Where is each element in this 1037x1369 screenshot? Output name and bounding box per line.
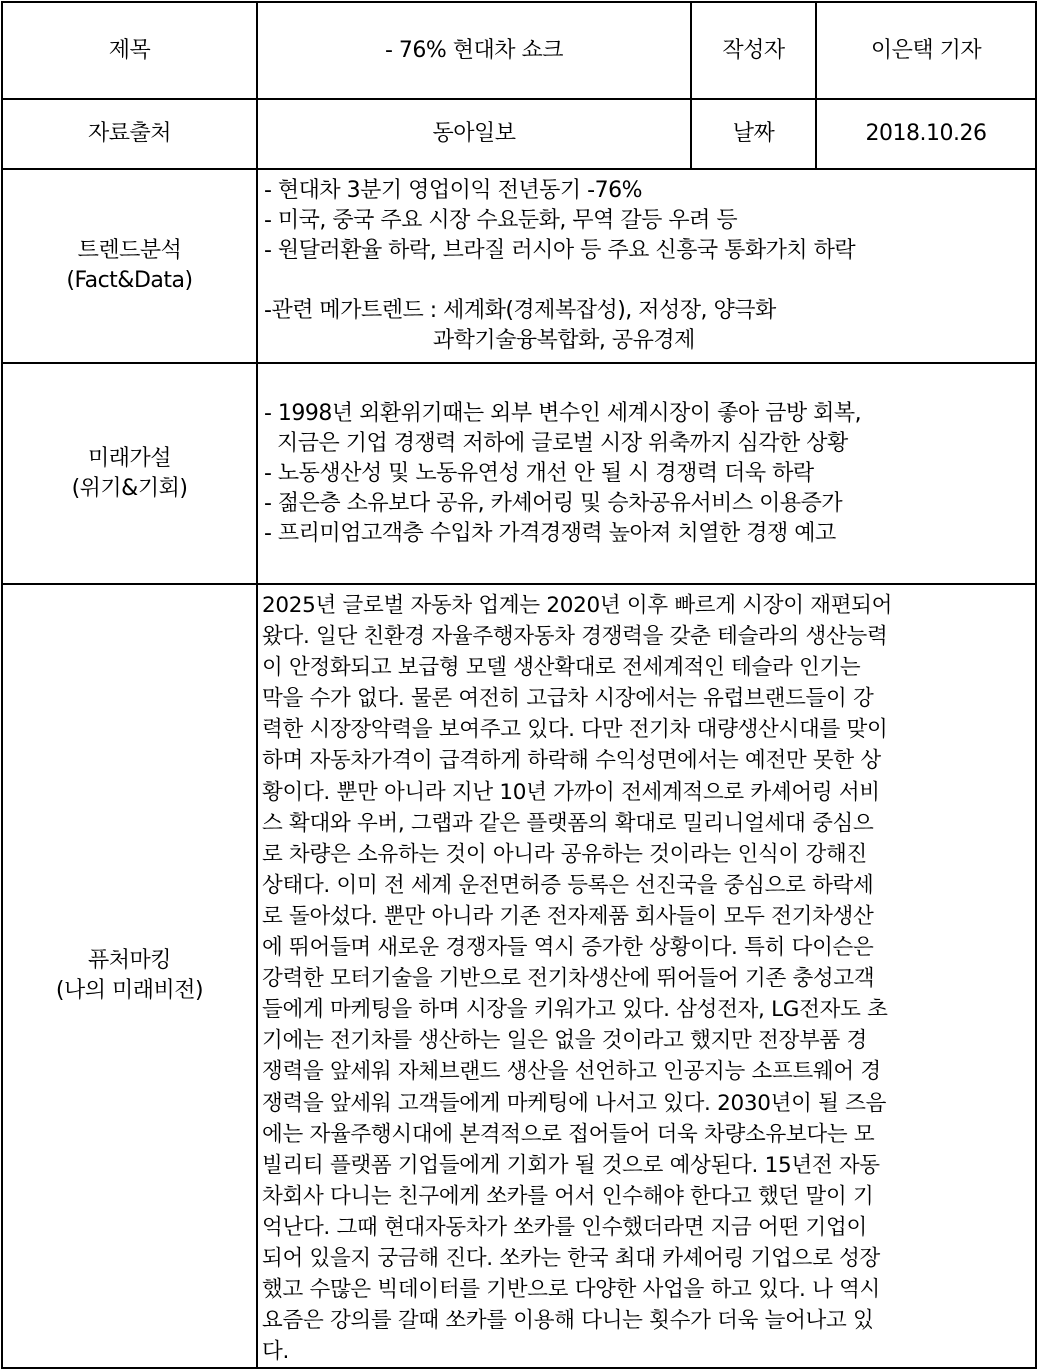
marking-line: 다. xyxy=(262,1339,290,1365)
author-value: 이은택 기자 xyxy=(816,2,1036,99)
future-label-title: 미래가설 xyxy=(87,445,171,471)
trend-row xyxy=(2,169,1036,363)
title-value: - 76% 현대차 쇼크 xyxy=(257,2,691,99)
future-line: - 젊은층 소유보다 공유, 카셰어링 및 승차공유서비스 이용증가 xyxy=(264,490,843,516)
future-label-subtitle: (위기&기회) xyxy=(71,475,188,501)
trend-line: 과학기술융복합화, 공유경제 xyxy=(264,328,695,353)
marking-line: 력한 시장장악력을 보여주고 있다. 다만 전기차 대량생산시대를 맞이 xyxy=(262,717,888,743)
title-label: 제목 xyxy=(2,2,257,99)
marking-line: 들에게 마케팅을 하며 시장을 키워가고 있다. 삼성전자, LG전자도 초 xyxy=(262,997,888,1023)
future-content xyxy=(257,363,1036,584)
trend-line xyxy=(264,266,1035,296)
marking-line: 요즘은 강의를 갈때 쏘카를 이용해 다니는 횟수가 더욱 늘어나고 있 xyxy=(262,1308,874,1334)
source-row xyxy=(2,99,1036,169)
marking-line: 쟁력을 앞세워 고객들에게 마케팅에 나서고 있다. 2030년이 될 즈음 xyxy=(262,1090,887,1116)
marking-line: 하며 자동차가격이 급격하게 하락해 수익성면에서는 예전만 못한 상 xyxy=(262,748,881,774)
date-label: 날짜 xyxy=(691,99,816,169)
future-line: - 노동생산성 및 노동유연성 개선 안 될 시 경쟁력 더욱 하락 xyxy=(264,460,814,486)
future-line: - 프리미엄고객층 수입차 가격경쟁력 높아져 치열한 경쟁 예고 xyxy=(264,520,836,546)
marking-line: 로 돌아섰다. 뿐만 아니라 기존 전자제품 회사들이 모두 전기차생산 xyxy=(262,903,874,929)
marking-label-subtitle: (나의 미래비전) xyxy=(55,978,204,1004)
source-value: 동아일보 xyxy=(257,99,691,169)
title-row xyxy=(2,2,1036,99)
marking-line: 스 확대와 우버, 그랩과 같은 플랫폼의 확대로 밀리니얼세대 중심으 xyxy=(262,810,874,836)
date-value: 2018.10.26 xyxy=(816,99,1036,169)
marking-line: 로 차량은 소유하는 것이 아니라 공유하는 것이라는 인식이 강해진 xyxy=(262,841,867,867)
marking-line: 에는 자율주행시대에 본격적으로 접어들어 더욱 차량소유보다는 모 xyxy=(262,1121,875,1147)
marking-line: 쟁력을 앞세워 자체브랜드 생산을 선언하고 인공지능 소프트웨어 경 xyxy=(262,1059,881,1085)
marking-line: 기에는 전기차를 생산하는 일은 없을 것이라고 했지만 전장부품 경 xyxy=(262,1028,867,1054)
future-line: - 1998년 외환위기때는 외부 변수인 세계시장이 좋아 금방 회복, xyxy=(264,400,862,426)
marking-line: 차회사 다니는 친구에게 쏘카를 어서 인수해야 한다고 했던 말이 기 xyxy=(262,1183,874,1209)
trend-line: - 현대차 3분기 영업이익 전년동기 -76% xyxy=(264,178,643,203)
marking-paragraph xyxy=(262,590,1035,1367)
source-label: 자료출처 xyxy=(2,99,257,169)
trend-line: -관련 메가트렌드 : 세계화(경제복잡성), 저성장, 양극화 xyxy=(264,298,776,323)
marking-row xyxy=(2,584,1036,1368)
marking-content xyxy=(257,584,1036,1368)
trend-line: - 원달러환율 하락, 브라질 러시아 등 주요 신흥국 통화가치 하락 xyxy=(264,238,856,263)
trend-label-subtitle: (Fact&Data) xyxy=(66,268,193,293)
future-line: 지금은 기업 경쟁력 저하에 글로벌 시장 위축까지 심각한 상황 xyxy=(264,430,848,456)
marking-line: 상태다. 이미 전 세계 운전면허증 등록은 선진국을 중심으로 하락세 xyxy=(262,872,874,898)
marking-line: 강력한 모터기술을 기반으로 전기차생산에 뛰어들어 기존 충성고객 xyxy=(262,966,875,992)
author-label: 작성자 xyxy=(691,2,816,99)
future-label xyxy=(2,363,257,584)
trend-label-title: 트렌드분석 xyxy=(77,238,182,263)
marking-line: 빌리티 플랫폼 기업들에게 기회가 될 것으로 예상된다. 15년전 자동 xyxy=(262,1152,880,1178)
trend-line: - 미국, 중국 주요 시장 수요둔화, 무역 갈등 우려 등 xyxy=(264,208,738,233)
trend-content xyxy=(257,169,1036,363)
marking-line: 되어 있을지 궁금해 진다. 쏘카는 한국 최대 카셰어링 기업으로 성장 xyxy=(262,1245,881,1271)
marking-line: 황이다. 뿐만 아니라 지난 10년 가까이 전세계적으로 카셰어링 서비 xyxy=(262,779,880,805)
marking-line: 막을 수가 없다. 물론 여전히 고급차 시장에서는 유럽브랜드들이 강 xyxy=(262,686,874,712)
marking-line: 왔다. 일단 친환경 자율주행자동차 경쟁력을 갖춘 테슬라의 생산능력 xyxy=(262,624,888,650)
future-row xyxy=(2,363,1036,584)
trend-label xyxy=(2,169,257,363)
report-table xyxy=(1,1,1037,1369)
marking-line: 2025년 글로벌 자동차 업계는 2020년 이후 빠르게 시장이 재편되어 xyxy=(262,593,893,618)
marking-label xyxy=(2,584,257,1368)
marking-line: 했고 수많은 빅데이터를 기반으로 다양한 사업을 하고 있다. 나 역시 xyxy=(262,1277,881,1303)
marking-line: 에 뛰어들며 새로운 경쟁자들 역시 증가한 상황이다. 특히 다이슨은 xyxy=(262,935,874,961)
marking-label-title: 퓨처마킹 xyxy=(87,948,171,974)
marking-line: 억난다. 그때 현대자동차가 쏘카를 인수했더라면 지금 어떤 기업이 xyxy=(262,1214,867,1240)
marking-line: 이 안정화되고 보급형 모델 생산확대로 전세계적인 테슬라 인기는 xyxy=(262,655,861,681)
